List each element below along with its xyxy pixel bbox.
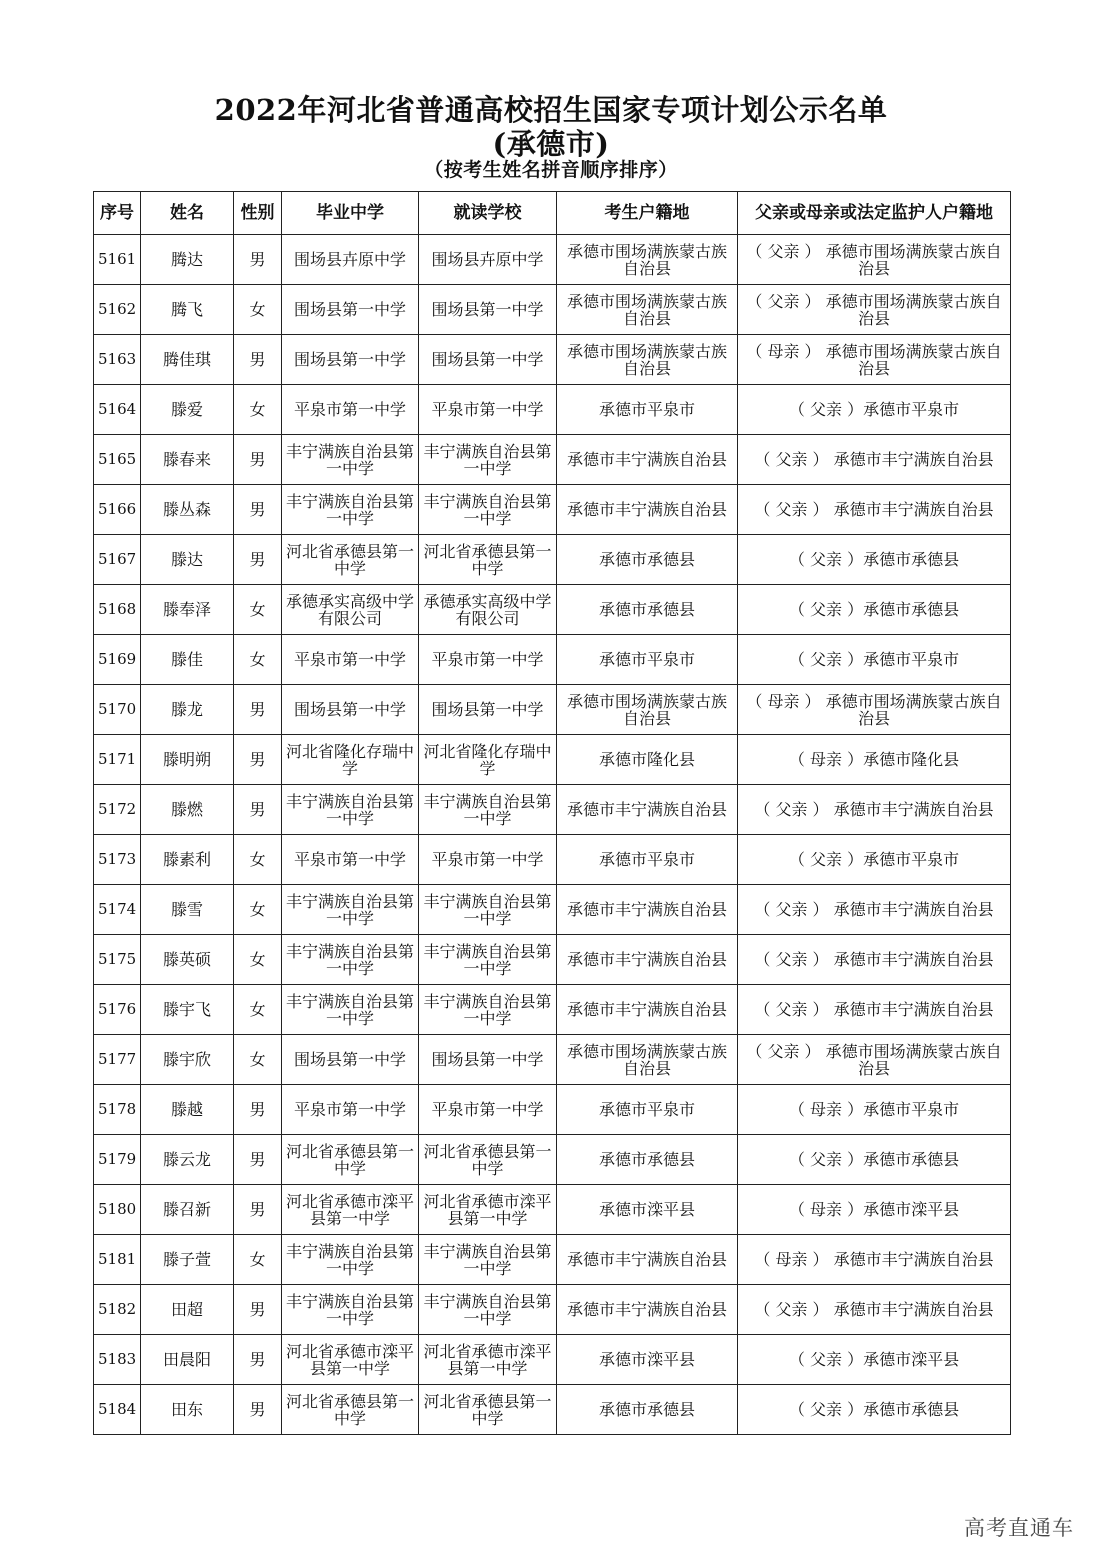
cell-graduated-school: 平泉市第一中学 [282,635,419,685]
cell-current-school: 河北省承德市滦平县第一中学 [419,1335,557,1385]
cell-gender: 女 [234,285,282,335]
cell-graduated-school: 丰宁满族自治县第一中学 [282,885,419,935]
cell-gender: 男 [234,735,282,785]
cell-index: 5182 [94,1285,141,1335]
cell-guardian-hukou: （ 父亲 ） 承德市围场满族蒙古族自治县 [738,285,1011,335]
cell-index: 5177 [94,1035,141,1085]
cell-current-school: 围场县第一中学 [419,1035,557,1085]
cell-current-school: 丰宁满族自治县第一中学 [419,1235,557,1285]
table-row [94,885,1011,935]
cell-name: 滕丛森 [141,485,234,535]
cell-current-school: 平泉市第一中学 [419,1085,557,1135]
cell-index: 5161 [94,235,141,285]
cell-current-school: 河北省隆化存瑞中学 [419,735,557,785]
cell-gender: 男 [234,685,282,735]
cell-name: 滕越 [141,1085,234,1135]
col-header-student-hukou: 考生户籍地 [557,192,738,235]
cell-gender: 女 [234,1235,282,1285]
cell-graduated-school: 围场县第一中学 [282,685,419,735]
cell-guardian-hukou: （ 父亲 ）承德市承德县 [738,1385,1011,1435]
cell-index: 5173 [94,835,141,885]
cell-student-hukou: 承德市隆化县 [557,735,738,785]
cell-name: 滕素利 [141,835,234,885]
cell-graduated-school: 丰宁满族自治县第一中学 [282,435,419,485]
cell-graduated-school: 平泉市第一中学 [282,835,419,885]
cell-student-hukou: 承德市丰宁满族自治县 [557,1285,738,1335]
cell-student-hukou: 承德市滦平县 [557,1335,738,1385]
cell-current-school: 河北省承德县第一中学 [419,1135,557,1185]
cell-guardian-hukou: （ 父亲 ）承德市滦平县 [738,1335,1011,1385]
cell-student-hukou: 承德市围场满族蒙古族自治县 [557,285,738,335]
cell-index: 5162 [94,285,141,335]
document-title: 2022年河北省普通高校招生国家专项计划公示名单 [214,93,888,127]
cell-guardian-hukou: （ 母亲 ） 承德市围场满族蒙古族自治县 [738,685,1011,735]
cell-name: 田东 [141,1385,234,1435]
watermark-text: 高考直通车 [964,1516,1074,1540]
cell-gender: 男 [234,1285,282,1335]
cell-gender: 女 [234,385,282,435]
cell-guardian-hukou: （ 父亲 ）承德市平泉市 [738,385,1011,435]
cell-guardian-hukou: （ 父亲 ） 承德市丰宁满族自治县 [738,885,1011,935]
cell-gender: 男 [234,1335,282,1385]
cell-index: 5163 [94,335,141,385]
cell-student-hukou: 承德市围场满族蒙古族自治县 [557,1035,738,1085]
cell-index: 5165 [94,435,141,485]
table-row [94,635,1011,685]
cell-gender: 女 [234,1035,282,1085]
cell-gender: 女 [234,835,282,885]
cell-index: 5175 [94,935,141,985]
cell-name: 滕奉泽 [141,585,234,635]
cell-student-hukou: 承德市平泉市 [557,385,738,435]
cell-index: 5166 [94,485,141,535]
cell-gender: 女 [234,635,282,685]
cell-student-hukou: 承德市平泉市 [557,835,738,885]
cell-gender: 女 [234,985,282,1035]
cell-current-school: 丰宁满族自治县第一中学 [419,1285,557,1335]
cell-index: 5176 [94,985,141,1035]
cell-index: 5174 [94,885,141,935]
col-header-current-school: 就读学校 [419,192,557,235]
cell-graduated-school: 河北省承德县第一中学 [282,1135,419,1185]
cell-graduated-school: 丰宁满族自治县第一中学 [282,785,419,835]
cell-current-school: 丰宁满族自治县第一中学 [419,935,557,985]
cell-gender: 男 [234,485,282,535]
cell-current-school: 围场县第一中学 [419,285,557,335]
cell-guardian-hukou: （ 母亲 ） 承德市丰宁满族自治县 [738,1235,1011,1285]
cell-gender: 男 [234,1185,282,1235]
table-row [94,1285,1011,1335]
cell-name: 腾飞 [141,285,234,335]
cell-guardian-hukou: （ 母亲 ）承德市隆化县 [738,735,1011,785]
cell-student-hukou: 承德市丰宁满族自治县 [557,785,738,835]
table-row [94,685,1011,735]
cell-current-school: 围场县第一中学 [419,335,557,385]
cell-name: 滕召新 [141,1185,234,1235]
table-row [94,285,1011,335]
cell-gender: 女 [234,935,282,985]
cell-guardian-hukou: （ 父亲 ） 承德市围场满族蒙古族自治县 [738,1035,1011,1085]
cell-graduated-school: 河北省隆化存瑞中学 [282,735,419,785]
table-row [94,485,1011,535]
cell-guardian-hukou: （ 父亲 ） 承德市丰宁满族自治县 [738,1285,1011,1335]
cell-guardian-hukou: （ 父亲 ）承德市承德县 [738,585,1011,635]
table-row [94,1135,1011,1185]
cell-gender: 女 [234,585,282,635]
cell-student-hukou: 承德市承德县 [557,585,738,635]
cell-student-hukou: 承德市丰宁满族自治县 [557,935,738,985]
cell-index: 5171 [94,735,141,785]
cell-name: 滕宇飞 [141,985,234,1035]
cell-current-school: 平泉市第一中学 [419,385,557,435]
cell-student-hukou: 承德市承德县 [557,1385,738,1435]
cell-guardian-hukou: （ 父亲 ）承德市平泉市 [738,635,1011,685]
cell-current-school: 丰宁满族自治县第一中学 [419,785,557,835]
table-row [94,1035,1011,1085]
cell-graduated-school: 河北省承德县第一中学 [282,1385,419,1435]
cell-guardian-hukou: （ 父亲 ）承德市承德县 [738,535,1011,585]
table-row [94,1185,1011,1235]
cell-current-school: 承德承实高级中学有限公司 [419,585,557,635]
cell-graduated-school: 承德承实高级中学有限公司 [282,585,419,635]
table-row [94,1085,1011,1135]
table-row [94,935,1011,985]
cell-guardian-hukou: （ 父亲 ）承德市承德县 [738,1135,1011,1185]
cell-gender: 男 [234,785,282,835]
cell-current-school: 丰宁满族自治县第一中学 [419,885,557,935]
cell-student-hukou: 承德市丰宁满族自治县 [557,435,738,485]
cell-current-school: 河北省承德县第一中学 [419,535,557,585]
cell-guardian-hukou: （ 父亲 ） 承德市丰宁满族自治县 [738,785,1011,835]
cell-gender: 男 [234,235,282,285]
cell-gender: 男 [234,1085,282,1135]
cell-guardian-hukou: （ 父亲 ） 承德市丰宁满族自治县 [738,935,1011,985]
cell-guardian-hukou: （ 母亲 ）承德市平泉市 [738,1085,1011,1135]
cell-name: 滕明朔 [141,735,234,785]
cell-graduated-school: 河北省承德市滦平县第一中学 [282,1335,419,1385]
cell-student-hukou: 承德市围场满族蒙古族自治县 [557,235,738,285]
table-body [94,235,1011,1435]
cell-index: 5167 [94,535,141,585]
cell-guardian-hukou: （ 母亲 ）承德市滦平县 [738,1185,1011,1235]
cell-student-hukou: 承德市平泉市 [557,1085,738,1135]
cell-student-hukou: 承德市滦平县 [557,1185,738,1235]
cell-name: 滕达 [141,535,234,585]
col-header-guardian-hukou: 父亲或母亲或法定监护人户籍地 [738,192,1011,235]
cell-index: 5181 [94,1235,141,1285]
cell-graduated-school: 河北省承德县第一中学 [282,535,419,585]
cell-student-hukou: 承德市丰宁满族自治县 [557,485,738,535]
table-header-row [94,192,1011,235]
cell-graduated-school: 丰宁满族自治县第一中学 [282,1235,419,1285]
table-row [94,535,1011,585]
table-row [94,835,1011,885]
cell-index: 5164 [94,385,141,435]
cell-name: 滕佳 [141,635,234,685]
cell-name: 滕春来 [141,435,234,485]
cell-student-hukou: 承德市承德县 [557,535,738,585]
table-row [94,1235,1011,1285]
cell-name: 滕云龙 [141,1135,234,1185]
cell-graduated-school: 丰宁满族自治县第一中学 [282,1285,419,1335]
cell-current-school: 河北省承德市滦平县第一中学 [419,1185,557,1235]
table-row [94,735,1011,785]
cell-name: 腾达 [141,235,234,285]
cell-current-school: 丰宁满族自治县第一中学 [419,435,557,485]
cell-index: 5178 [94,1085,141,1135]
cell-name: 滕雪 [141,885,234,935]
cell-guardian-hukou: （ 母亲 ） 承德市围场满族蒙古族自治县 [738,335,1011,385]
cell-gender: 男 [234,335,282,385]
cell-current-school: 丰宁满族自治县第一中学 [419,985,557,1035]
cell-graduated-school: 平泉市第一中学 [282,1085,419,1135]
cell-student-hukou: 承德市围场满族蒙古族自治县 [557,335,738,385]
cell-current-school: 围场县卉原中学 [419,235,557,285]
cell-current-school: 平泉市第一中学 [419,635,557,685]
roster-table [93,191,1011,1435]
table-row [94,1335,1011,1385]
table-row [94,985,1011,1035]
cell-gender: 女 [234,885,282,935]
table-row [94,335,1011,385]
cell-guardian-hukou: （ 父亲 ） 承德市丰宁满族自治县 [738,435,1011,485]
cell-student-hukou: 承德市丰宁满族自治县 [557,885,738,935]
cell-index: 5172 [94,785,141,835]
cell-student-hukou: 承德市平泉市 [557,635,738,685]
cell-graduated-school: 围场县第一中学 [282,335,419,385]
cell-graduated-school: 围场县第一中学 [282,1035,419,1085]
table-row [94,385,1011,435]
cell-index: 5180 [94,1185,141,1235]
cell-index: 5168 [94,585,141,635]
col-header-gender: 性别 [234,192,282,235]
cell-guardian-hukou: （ 父亲 ） 承德市丰宁满族自治县 [738,985,1011,1035]
cell-current-school: 河北省承德县第一中学 [419,1385,557,1435]
cell-name: 滕龙 [141,685,234,735]
cell-index: 5170 [94,685,141,735]
cell-gender: 男 [234,1385,282,1435]
cell-current-school: 围场县第一中学 [419,685,557,735]
cell-guardian-hukou: （ 父亲 ） 承德市丰宁满族自治县 [738,485,1011,535]
cell-name: 田超 [141,1285,234,1335]
cell-guardian-hukou: （ 父亲 ）承德市平泉市 [738,835,1011,885]
cell-graduated-school: 丰宁满族自治县第一中学 [282,985,419,1035]
document-sort-note: （按考生姓名拼音顺序排序） [424,159,678,181]
cell-student-hukou: 承德市围场满族蒙古族自治县 [557,685,738,735]
col-header-name: 姓名 [141,192,234,235]
cell-gender: 男 [234,535,282,585]
table-row [94,785,1011,835]
table-row [94,435,1011,485]
table-row [94,235,1011,285]
cell-student-hukou: 承德市丰宁满族自治县 [557,985,738,1035]
cell-name: 田晨阳 [141,1335,234,1385]
cell-name: 滕爱 [141,385,234,435]
cell-index: 5184 [94,1385,141,1435]
cell-name: 滕燃 [141,785,234,835]
table-row [94,585,1011,635]
cell-graduated-school: 丰宁满族自治县第一中学 [282,485,419,535]
cell-name: 滕宇欣 [141,1035,234,1085]
cell-graduated-school: 河北省承德市滦平县第一中学 [282,1185,419,1235]
cell-name: 滕英硕 [141,935,234,985]
cell-current-school: 丰宁满族自治县第一中学 [419,485,557,535]
cell-student-hukou: 承德市承德县 [557,1135,738,1185]
cell-gender: 男 [234,435,282,485]
cell-graduated-school: 平泉市第一中学 [282,385,419,435]
cell-guardian-hukou: （ 父亲 ） 承德市围场满族蒙古族自治县 [738,235,1011,285]
document-subtitle-city: (承德市) [492,127,610,161]
cell-gender: 男 [234,1135,282,1185]
cell-name: 腾佳琪 [141,335,234,385]
cell-student-hukou: 承德市丰宁满族自治县 [557,1235,738,1285]
cell-index: 5179 [94,1135,141,1185]
col-header-index: 序号 [94,192,141,235]
cell-name: 滕子萱 [141,1235,234,1285]
table-row [94,1385,1011,1435]
cell-index: 5183 [94,1335,141,1385]
cell-graduated-school: 围场县卉原中学 [282,235,419,285]
cell-current-school: 平泉市第一中学 [419,835,557,885]
col-header-graduated-school: 毕业中学 [282,192,419,235]
cell-graduated-school: 围场县第一中学 [282,285,419,335]
cell-graduated-school: 丰宁满族自治县第一中学 [282,935,419,985]
cell-index: 5169 [94,635,141,685]
